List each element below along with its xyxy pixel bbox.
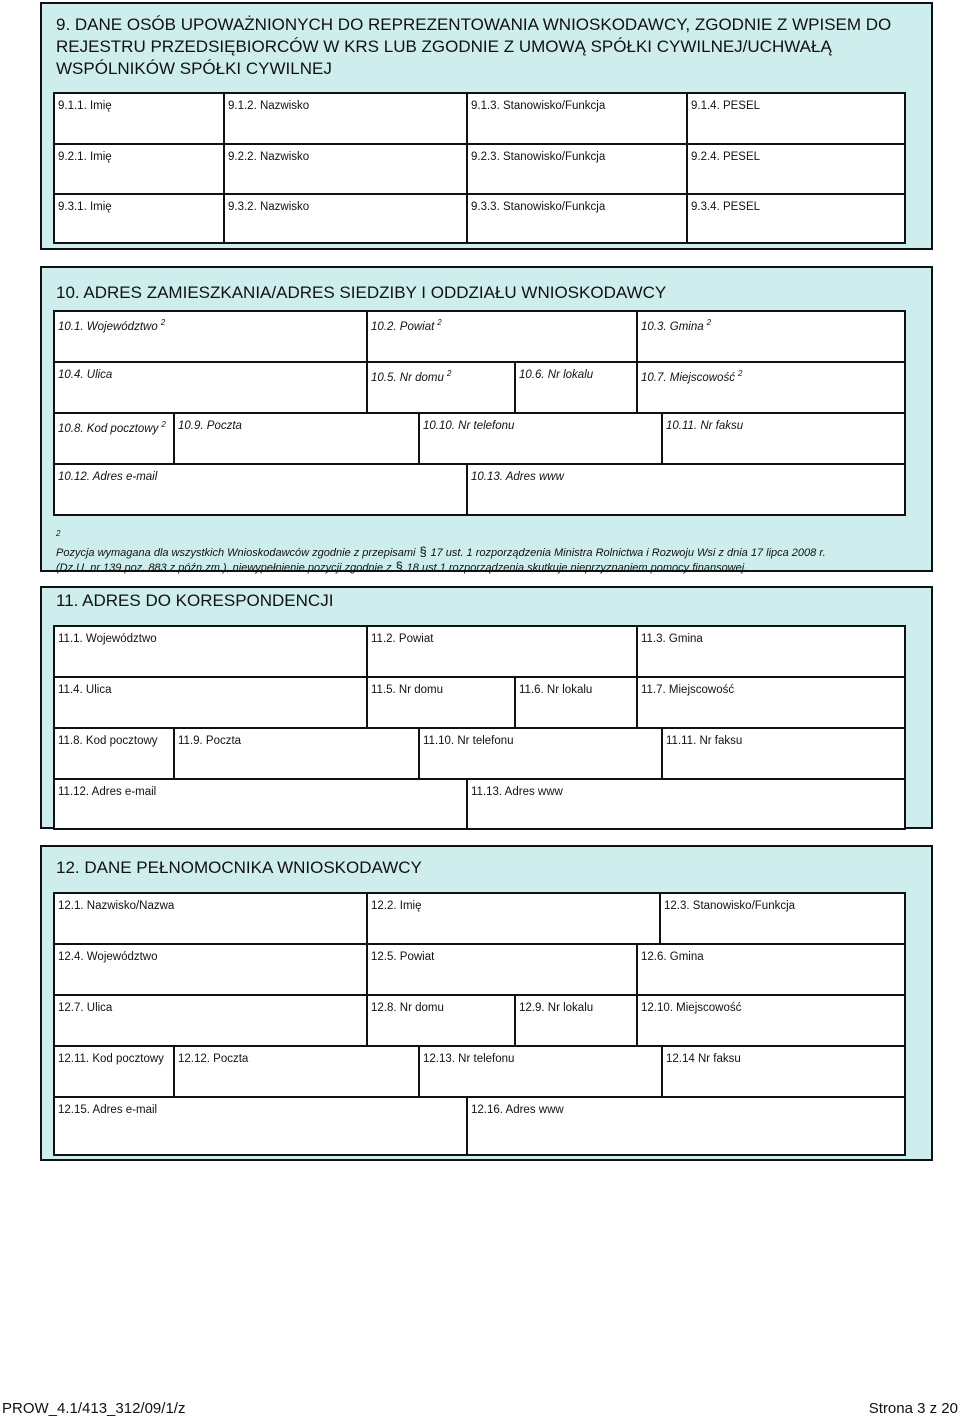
field-12-9[interactable]: 12.9. Nr lokalu — [516, 996, 638, 1047]
field-10-2-label: 10.2. Powiat — [371, 321, 435, 333]
field-9-2-1[interactable]: 9.2.1. Imię — [55, 145, 225, 195]
field-10-1-label: 10.1. Województwo — [58, 321, 158, 333]
field-12-5[interactable]: 12.5. Powiat — [368, 945, 638, 996]
section-9-title-line-1: 9. DANE OSÓB UPOWAŻNIONYCH DO REPREZENTOWANIA WNIOSKODAWCY, ZGODNIE Z WPISEM DO — [56, 15, 892, 34]
paragraph-sign-icon — [419, 546, 426, 558]
field-9-2-2[interactable]: 9.2.2. Nazwisko — [225, 145, 468, 195]
field-10-1[interactable] — [55, 312, 368, 363]
field-12-1[interactable]: 12.1. Nazwisko/Nazwa — [55, 894, 368, 945]
page-number: Strona 3 z 20 — [868, 1400, 958, 1417]
field-11-12[interactable]: 11.12. Adres e-mail — [55, 780, 468, 828]
footnote-marker: 2 — [56, 529, 61, 538]
field-12-12[interactable]: 12.12. Poczta — [175, 1047, 420, 1098]
field-10-7-label: 10.7. Miejscowość — [641, 372, 735, 384]
field-12-15[interactable]: 12.15. Adres e-mail — [55, 1098, 468, 1154]
field-9-3-3[interactable]: 9.3.3. Stanowisko/Funkcja — [468, 195, 688, 242]
field-9-3-4[interactable]: 9.3.4. PESEL — [688, 195, 904, 242]
field-11-2[interactable]: 11.2. Powiat — [368, 627, 638, 678]
section-10-table — [53, 310, 906, 516]
field-11-4[interactable]: 11.4. Ulica — [55, 678, 368, 729]
section-12-title: 12. DANE PEŁNOMOCNIKA WNIOSKODAWCY — [56, 858, 422, 877]
field-9-3-2[interactable]: 9.3.2. Nazwisko — [225, 195, 468, 242]
field-12-8[interactable]: 12.8. Nr domu — [368, 996, 516, 1047]
section-9-title-line-3: WSPÓLNIKÓW SPÓŁKI CYWILNEJ — [56, 59, 332, 78]
field-11-11[interactable]: 11.11. Nr faksu — [663, 729, 904, 780]
footnote-text-b: 17 ust. 1 rozporządzenia Ministra Rolnictwa i Rozwoju Wsi z dnia 17 lipca 2008 r. — [430, 547, 826, 559]
field-10-13[interactable]: 10.13. Adres www — [468, 465, 904, 514]
field-10-11[interactable]: 10.11. Nr faksu — [663, 414, 904, 465]
field-9-2-4[interactable]: 9.2.4. PESEL — [688, 145, 904, 195]
paragraph-sign-icon — [396, 561, 403, 573]
field-10-9[interactable]: 10.9. Poczta — [175, 414, 420, 465]
field-9-2-3[interactable]: 9.2.3. Stanowisko/Funkcja — [468, 145, 688, 195]
field-12-3[interactable]: 12.3. Stanowisko/Funkcja — [661, 894, 904, 945]
field-9-1-3[interactable]: 9.1.3. Stanowisko/Funkcja — [468, 94, 688, 145]
field-11-6[interactable]: 11.6. Nr lokalu — [516, 678, 638, 729]
field-11-5[interactable]: 11.5. Nr domu — [368, 678, 516, 729]
field-10-3-label: 10.3. Gmina — [641, 321, 704, 333]
field-12-14[interactable]: 12.14 Nr faksu — [663, 1047, 904, 1098]
field-11-8[interactable]: 11.8. Kod pocztowy — [55, 729, 175, 780]
field-10-5[interactable] — [368, 363, 516, 414]
field-12-2[interactable]: 12.2. Imię — [368, 894, 661, 945]
section-12-table — [53, 892, 906, 1156]
section-9-table — [53, 92, 906, 244]
footnote-ref: 2 — [437, 318, 442, 327]
field-10-10[interactable]: 10.10. Nr telefonu — [420, 414, 663, 465]
section-10-title: 10. ADRES ZAMIESZKANIA/ADRES SIEDZIBY I ODDZIAŁU WNIOSKODAWCY — [56, 283, 667, 302]
field-11-10[interactable]: 11.10. Nr telefonu — [420, 729, 663, 780]
field-12-4[interactable]: 12.4. Województwo — [55, 945, 368, 996]
field-9-3-1[interactable]: 9.3.1. Imię — [55, 195, 225, 242]
document-code: PROW_4.1/413_312/09/1/z — [2, 1400, 186, 1417]
field-10-4[interactable] — [55, 363, 368, 414]
footnote-ref: 2 — [737, 369, 743, 378]
field-11-7[interactable]: 11.7. Miejscowość — [638, 678, 904, 729]
field-9-1-4[interactable]: 9.1.4. PESEL — [688, 94, 904, 145]
field-12-10[interactable]: 12.10. Miejscowość — [638, 996, 904, 1047]
field-10-3[interactable] — [638, 312, 904, 363]
section-11-title: 11. ADRES DO KORESPONDENCJI — [56, 591, 334, 610]
field-11-3[interactable]: 11.3. Gmina — [638, 627, 904, 678]
field-10-12[interactable]: 10.12. Adres e-mail — [55, 465, 468, 514]
footnote-text-a: Pozycja wymagana dla wszystkich Wnioskodawców zgodnie z przepisami — [56, 547, 416, 559]
field-10-7[interactable] — [638, 363, 904, 414]
field-10-8[interactable] — [55, 414, 175, 465]
field-10-5-label: 10.5. Nr domu — [371, 372, 444, 384]
field-12-16[interactable]: 12.16. Adres www — [468, 1098, 904, 1154]
field-12-6[interactable]: 12.6. Gmina — [638, 945, 904, 996]
section-9-title-line-2: REJESTRU PRZEDSIĘBIORCÓW W KRS LUB ZGODNIE Z UMOWĄ SPÓŁKI CYWILNEJ/UCHWAŁĄ — [56, 37, 832, 56]
footnote-text-d: 18 ust.1 rozporządzenia skutkuje nieprzyznaniem pomocy finansowej. — [406, 562, 748, 574]
field-11-1[interactable]: 11.1. Województwo — [55, 627, 368, 678]
field-12-7[interactable]: 12.7. Ulica — [55, 996, 368, 1047]
field-10-2[interactable] — [368, 312, 638, 363]
footnote — [56, 526, 906, 576]
field-10-6[interactable] — [516, 363, 638, 414]
footnote-ref: 2 — [161, 420, 166, 429]
footnote-text-c: (Dz.U. nr 139 poz. 883 z późn.zm.), niewypełnienie pozycji zgodnie z — [56, 562, 392, 574]
field-10-6-label: 10.6. Nr lokalu — [519, 369, 594, 381]
field-9-1-2[interactable]: 9.1.2. Nazwisko — [225, 94, 468, 145]
field-10-4-label: 10.4. Ulica — [58, 369, 113, 381]
footnote-ref: 2 — [160, 318, 166, 327]
footnote-ref: 2 — [706, 318, 712, 327]
section-11-table — [53, 625, 906, 830]
field-12-11[interactable]: 12.11. Kod pocztowy — [55, 1047, 175, 1098]
field-12-13[interactable]: 12.13. Nr telefonu — [420, 1047, 663, 1098]
field-11-9[interactable]: 11.9. Poczta — [175, 729, 420, 780]
footnote-ref: 2 — [446, 369, 452, 378]
field-11-13[interactable]: 11.13. Adres www — [468, 780, 904, 828]
field-9-1-1[interactable]: 9.1.1. Imię — [55, 94, 225, 145]
field-10-8-label: 10.8. Kod pocztowy — [58, 423, 159, 435]
